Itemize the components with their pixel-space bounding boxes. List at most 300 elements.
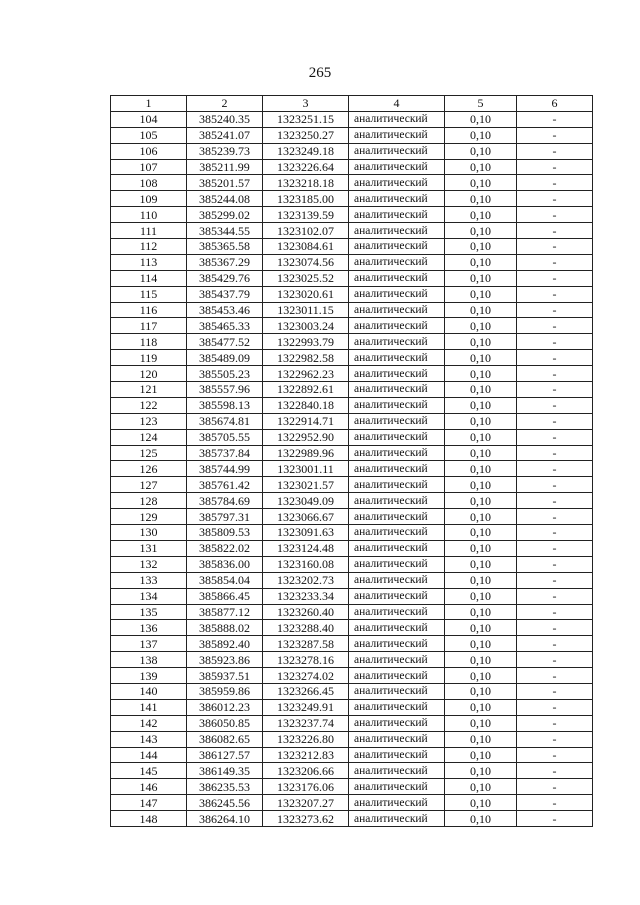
cell-point-number: 105 bbox=[111, 127, 187, 143]
column-header-2: 2 bbox=[187, 96, 263, 112]
cell-y-coordinate: 1323274.02 bbox=[263, 668, 349, 684]
cell-y-coordinate: 1323160.08 bbox=[263, 556, 349, 572]
cell-x-coordinate: 386082.65 bbox=[187, 731, 263, 747]
cell-method: аналитический bbox=[349, 318, 445, 334]
cell-point-number: 133 bbox=[111, 572, 187, 588]
cell-method: аналитический bbox=[349, 811, 445, 827]
cell-point-number: 122 bbox=[111, 397, 187, 413]
cell-note: - bbox=[517, 763, 593, 779]
cell-x-coordinate: 385367.29 bbox=[187, 254, 263, 270]
cell-point-number: 136 bbox=[111, 620, 187, 636]
cell-y-coordinate: 1323226.80 bbox=[263, 731, 349, 747]
cell-x-coordinate: 385365.58 bbox=[187, 239, 263, 255]
cell-x-coordinate: 385892.40 bbox=[187, 636, 263, 652]
cell-point-number: 106 bbox=[111, 143, 187, 159]
cell-y-coordinate: 1323207.27 bbox=[263, 795, 349, 811]
cell-y-coordinate: 1323185.00 bbox=[263, 191, 349, 207]
cell-y-coordinate: 1322962.23 bbox=[263, 366, 349, 382]
cell-point-number: 147 bbox=[111, 795, 187, 811]
cell-accuracy: 0,10 bbox=[445, 509, 517, 525]
cell-point-number: 107 bbox=[111, 159, 187, 175]
cell-point-number: 146 bbox=[111, 779, 187, 795]
cell-method: аналитический bbox=[349, 747, 445, 763]
cell-y-coordinate: 1323202.73 bbox=[263, 572, 349, 588]
table-row bbox=[111, 223, 593, 239]
cell-y-coordinate: 1323249.18 bbox=[263, 143, 349, 159]
cell-y-coordinate: 1323260.40 bbox=[263, 604, 349, 620]
cell-x-coordinate: 385429.76 bbox=[187, 270, 263, 286]
cell-method: аналитический bbox=[349, 731, 445, 747]
table-row bbox=[111, 731, 593, 747]
cell-x-coordinate: 386264.10 bbox=[187, 811, 263, 827]
table-row bbox=[111, 795, 593, 811]
cell-x-coordinate: 385557.96 bbox=[187, 382, 263, 398]
cell-x-coordinate: 386012.23 bbox=[187, 699, 263, 715]
cell-method: аналитический bbox=[349, 588, 445, 604]
cell-accuracy: 0,10 bbox=[445, 350, 517, 366]
cell-accuracy: 0,10 bbox=[445, 111, 517, 127]
cell-point-number: 115 bbox=[111, 286, 187, 302]
cell-method: аналитический bbox=[349, 207, 445, 223]
cell-y-coordinate: 1323020.61 bbox=[263, 286, 349, 302]
cell-y-coordinate: 1323266.45 bbox=[263, 683, 349, 699]
cell-point-number: 112 bbox=[111, 239, 187, 255]
cell-method: аналитический bbox=[349, 477, 445, 493]
cell-note: - bbox=[517, 683, 593, 699]
cell-x-coordinate: 385737.84 bbox=[187, 445, 263, 461]
cell-y-coordinate: 1323124.48 bbox=[263, 540, 349, 556]
cell-y-coordinate: 1322993.79 bbox=[263, 334, 349, 350]
cell-accuracy: 0,10 bbox=[445, 397, 517, 413]
cell-accuracy: 0,10 bbox=[445, 334, 517, 350]
cell-point-number: 143 bbox=[111, 731, 187, 747]
table-row bbox=[111, 620, 593, 636]
cell-accuracy: 0,10 bbox=[445, 636, 517, 652]
cell-note: - bbox=[517, 572, 593, 588]
table-row bbox=[111, 588, 593, 604]
cell-y-coordinate: 1323273.62 bbox=[263, 811, 349, 827]
cell-x-coordinate: 385239.73 bbox=[187, 143, 263, 159]
cell-note: - bbox=[517, 207, 593, 223]
table-row bbox=[111, 811, 593, 827]
cell-y-coordinate: 1323233.34 bbox=[263, 588, 349, 604]
cell-note: - bbox=[517, 159, 593, 175]
cell-accuracy: 0,10 bbox=[445, 461, 517, 477]
cell-x-coordinate: 385201.57 bbox=[187, 175, 263, 191]
cell-x-coordinate: 385344.55 bbox=[187, 223, 263, 239]
cell-note: - bbox=[517, 286, 593, 302]
cell-accuracy: 0,10 bbox=[445, 239, 517, 255]
cell-point-number: 145 bbox=[111, 763, 187, 779]
cell-point-number: 134 bbox=[111, 588, 187, 604]
cell-accuracy: 0,10 bbox=[445, 143, 517, 159]
cell-method: аналитический bbox=[349, 429, 445, 445]
cell-x-coordinate: 385797.31 bbox=[187, 509, 263, 525]
column-header-6: 6 bbox=[517, 96, 593, 112]
cell-accuracy: 0,10 bbox=[445, 652, 517, 668]
cell-note: - bbox=[517, 525, 593, 541]
cell-y-coordinate: 1323287.58 bbox=[263, 636, 349, 652]
table-row bbox=[111, 461, 593, 477]
table-row bbox=[111, 366, 593, 382]
cell-method: аналитический bbox=[349, 143, 445, 159]
cell-point-number: 104 bbox=[111, 111, 187, 127]
cell-x-coordinate: 385437.79 bbox=[187, 286, 263, 302]
cell-point-number: 125 bbox=[111, 445, 187, 461]
cell-note: - bbox=[517, 715, 593, 731]
cell-point-number: 132 bbox=[111, 556, 187, 572]
cell-accuracy: 0,10 bbox=[445, 747, 517, 763]
cell-accuracy: 0,10 bbox=[445, 763, 517, 779]
table-row bbox=[111, 302, 593, 318]
cell-point-number: 120 bbox=[111, 366, 187, 382]
cell-method: аналитический bbox=[349, 350, 445, 366]
cell-accuracy: 0,10 bbox=[445, 429, 517, 445]
table-row bbox=[111, 636, 593, 652]
cell-method: аналитический bbox=[349, 239, 445, 255]
cell-note: - bbox=[517, 588, 593, 604]
cell-x-coordinate: 385822.02 bbox=[187, 540, 263, 556]
cell-point-number: 148 bbox=[111, 811, 187, 827]
cell-note: - bbox=[517, 795, 593, 811]
cell-note: - bbox=[517, 556, 593, 572]
cell-note: - bbox=[517, 239, 593, 255]
cell-accuracy: 0,10 bbox=[445, 159, 517, 175]
cell-y-coordinate: 1323218.18 bbox=[263, 175, 349, 191]
table-row bbox=[111, 652, 593, 668]
cell-note: - bbox=[517, 636, 593, 652]
cell-y-coordinate: 1323251.15 bbox=[263, 111, 349, 127]
cell-note: - bbox=[517, 143, 593, 159]
cell-y-coordinate: 1323091.63 bbox=[263, 525, 349, 541]
cell-x-coordinate: 385923.86 bbox=[187, 652, 263, 668]
cell-x-coordinate: 385505.23 bbox=[187, 366, 263, 382]
table-row bbox=[111, 699, 593, 715]
cell-x-coordinate: 385784.69 bbox=[187, 493, 263, 509]
cell-method: аналитический bbox=[349, 127, 445, 143]
cell-accuracy: 0,10 bbox=[445, 556, 517, 572]
cell-method: аналитический bbox=[349, 763, 445, 779]
column-header-1: 1 bbox=[111, 96, 187, 112]
table-row bbox=[111, 175, 593, 191]
cell-method: аналитический bbox=[349, 540, 445, 556]
cell-method: аналитический bbox=[349, 525, 445, 541]
cell-y-coordinate: 1322989.96 bbox=[263, 445, 349, 461]
table-row bbox=[111, 445, 593, 461]
cell-y-coordinate: 1323102.07 bbox=[263, 223, 349, 239]
cell-method: аналитический bbox=[349, 509, 445, 525]
cell-point-number: 128 bbox=[111, 493, 187, 509]
cell-x-coordinate: 386235.53 bbox=[187, 779, 263, 795]
table-row bbox=[111, 159, 593, 175]
cell-note: - bbox=[517, 382, 593, 398]
cell-accuracy: 0,10 bbox=[445, 175, 517, 191]
cell-point-number: 124 bbox=[111, 429, 187, 445]
cell-y-coordinate: 1323066.67 bbox=[263, 509, 349, 525]
table-row bbox=[111, 111, 593, 127]
table-row bbox=[111, 270, 593, 286]
cell-y-coordinate: 1323084.61 bbox=[263, 239, 349, 255]
cell-x-coordinate: 385241.07 bbox=[187, 127, 263, 143]
cell-y-coordinate: 1323226.64 bbox=[263, 159, 349, 175]
cell-y-coordinate: 1322914.71 bbox=[263, 413, 349, 429]
cell-x-coordinate: 385211.99 bbox=[187, 159, 263, 175]
cell-accuracy: 0,10 bbox=[445, 366, 517, 382]
cell-accuracy: 0,10 bbox=[445, 540, 517, 556]
cell-y-coordinate: 1323021.57 bbox=[263, 477, 349, 493]
cell-x-coordinate: 385489.09 bbox=[187, 350, 263, 366]
cell-x-coordinate: 385598.13 bbox=[187, 397, 263, 413]
cell-note: - bbox=[517, 461, 593, 477]
cell-x-coordinate: 385809.53 bbox=[187, 525, 263, 541]
table-row bbox=[111, 604, 593, 620]
table-row bbox=[111, 318, 593, 334]
cell-point-number: 137 bbox=[111, 636, 187, 652]
column-header-5: 5 bbox=[445, 96, 517, 112]
cell-note: - bbox=[517, 254, 593, 270]
table-row bbox=[111, 191, 593, 207]
cell-point-number: 117 bbox=[111, 318, 187, 334]
cell-y-coordinate: 1323139.59 bbox=[263, 207, 349, 223]
cell-x-coordinate: 385705.55 bbox=[187, 429, 263, 445]
cell-note: - bbox=[517, 413, 593, 429]
cell-method: аналитический bbox=[349, 191, 445, 207]
table-row bbox=[111, 747, 593, 763]
cell-accuracy: 0,10 bbox=[445, 715, 517, 731]
cell-point-number: 139 bbox=[111, 668, 187, 684]
table-row bbox=[111, 668, 593, 684]
cell-point-number: 142 bbox=[111, 715, 187, 731]
cell-note: - bbox=[517, 127, 593, 143]
table-row bbox=[111, 540, 593, 556]
cell-x-coordinate: 385959.86 bbox=[187, 683, 263, 699]
cell-accuracy: 0,10 bbox=[445, 668, 517, 684]
table-row bbox=[111, 397, 593, 413]
cell-y-coordinate: 1322952.90 bbox=[263, 429, 349, 445]
cell-method: аналитический bbox=[349, 334, 445, 350]
cell-method: аналитический bbox=[349, 636, 445, 652]
cell-y-coordinate: 1323288.40 bbox=[263, 620, 349, 636]
cell-accuracy: 0,10 bbox=[445, 477, 517, 493]
table-row bbox=[111, 779, 593, 795]
cell-method: аналитический bbox=[349, 572, 445, 588]
cell-point-number: 131 bbox=[111, 540, 187, 556]
cell-y-coordinate: 1322892.61 bbox=[263, 382, 349, 398]
cell-note: - bbox=[517, 397, 593, 413]
cell-y-coordinate: 1322840.18 bbox=[263, 397, 349, 413]
cell-note: - bbox=[517, 731, 593, 747]
cell-point-number: 141 bbox=[111, 699, 187, 715]
cell-x-coordinate: 385477.52 bbox=[187, 334, 263, 350]
table-row bbox=[111, 254, 593, 270]
cell-point-number: 118 bbox=[111, 334, 187, 350]
cell-point-number: 126 bbox=[111, 461, 187, 477]
cell-y-coordinate: 1323212.83 bbox=[263, 747, 349, 763]
cell-x-coordinate: 385761.42 bbox=[187, 477, 263, 493]
cell-method: аналитический bbox=[349, 413, 445, 429]
table-row bbox=[111, 143, 593, 159]
cell-x-coordinate: 385836.00 bbox=[187, 556, 263, 572]
cell-y-coordinate: 1323250.27 bbox=[263, 127, 349, 143]
cell-accuracy: 0,10 bbox=[445, 191, 517, 207]
cell-accuracy: 0,10 bbox=[445, 588, 517, 604]
cell-x-coordinate: 385240.35 bbox=[187, 111, 263, 127]
table-row bbox=[111, 286, 593, 302]
cell-point-number: 113 bbox=[111, 254, 187, 270]
cell-accuracy: 0,10 bbox=[445, 302, 517, 318]
cell-method: аналитический bbox=[349, 556, 445, 572]
cell-x-coordinate: 385453.46 bbox=[187, 302, 263, 318]
cell-accuracy: 0,10 bbox=[445, 254, 517, 270]
cell-accuracy: 0,10 bbox=[445, 207, 517, 223]
cell-x-coordinate: 386127.57 bbox=[187, 747, 263, 763]
cell-x-coordinate: 386149.35 bbox=[187, 763, 263, 779]
cell-y-coordinate: 1323003.24 bbox=[263, 318, 349, 334]
cell-note: - bbox=[517, 334, 593, 350]
cell-y-coordinate: 1323206.66 bbox=[263, 763, 349, 779]
cell-method: аналитический bbox=[349, 223, 445, 239]
page-number: 265 bbox=[308, 65, 332, 81]
cell-accuracy: 0,10 bbox=[445, 413, 517, 429]
cell-y-coordinate: 1322982.58 bbox=[263, 350, 349, 366]
table-row bbox=[111, 334, 593, 350]
cell-method: аналитический bbox=[349, 397, 445, 413]
cell-note: - bbox=[517, 493, 593, 509]
cell-x-coordinate: 386050.85 bbox=[187, 715, 263, 731]
cell-point-number: 110 bbox=[111, 207, 187, 223]
cell-method: аналитический bbox=[349, 604, 445, 620]
table-row bbox=[111, 477, 593, 493]
cell-point-number: 109 bbox=[111, 191, 187, 207]
cell-point-number: 108 bbox=[111, 175, 187, 191]
cell-method: аналитический bbox=[349, 699, 445, 715]
cell-accuracy: 0,10 bbox=[445, 795, 517, 811]
cell-point-number: 135 bbox=[111, 604, 187, 620]
column-header-4: 4 bbox=[349, 96, 445, 112]
cell-accuracy: 0,10 bbox=[445, 731, 517, 747]
cell-note: - bbox=[517, 540, 593, 556]
table-row bbox=[111, 556, 593, 572]
cell-method: аналитический bbox=[349, 668, 445, 684]
cell-accuracy: 0,10 bbox=[445, 127, 517, 143]
cell-method: аналитический bbox=[349, 175, 445, 191]
table-row bbox=[111, 683, 593, 699]
cell-method: аналитический bbox=[349, 382, 445, 398]
cell-x-coordinate: 385866.45 bbox=[187, 588, 263, 604]
cell-point-number: 140 bbox=[111, 683, 187, 699]
table-row bbox=[111, 715, 593, 731]
cell-point-number: 119 bbox=[111, 350, 187, 366]
cell-method: аналитический bbox=[349, 795, 445, 811]
cell-x-coordinate: 385244.08 bbox=[187, 191, 263, 207]
cell-accuracy: 0,10 bbox=[445, 286, 517, 302]
cell-x-coordinate: 385937.51 bbox=[187, 668, 263, 684]
cell-x-coordinate: 385299.02 bbox=[187, 207, 263, 223]
cell-method: аналитический bbox=[349, 159, 445, 175]
cell-method: аналитический bbox=[349, 683, 445, 699]
table-row bbox=[111, 382, 593, 398]
cell-note: - bbox=[517, 270, 593, 286]
cell-point-number: 114 bbox=[111, 270, 187, 286]
cell-accuracy: 0,10 bbox=[445, 382, 517, 398]
table-header bbox=[111, 96, 593, 112]
cell-note: - bbox=[517, 604, 593, 620]
cell-method: аналитический bbox=[349, 270, 445, 286]
table-body bbox=[111, 111, 593, 826]
cell-accuracy: 0,10 bbox=[445, 811, 517, 827]
cell-method: аналитический bbox=[349, 779, 445, 795]
cell-note: - bbox=[517, 175, 593, 191]
cell-point-number: 144 bbox=[111, 747, 187, 763]
cell-note: - bbox=[517, 318, 593, 334]
cell-note: - bbox=[517, 429, 593, 445]
cell-note: - bbox=[517, 668, 593, 684]
table-row bbox=[111, 207, 593, 223]
table-row bbox=[111, 413, 593, 429]
cell-y-coordinate: 1323001.11 bbox=[263, 461, 349, 477]
cell-method: аналитический bbox=[349, 445, 445, 461]
cell-accuracy: 0,10 bbox=[445, 683, 517, 699]
cell-method: аналитический bbox=[349, 111, 445, 127]
cell-note: - bbox=[517, 620, 593, 636]
cell-method: аналитический bbox=[349, 461, 445, 477]
cell-note: - bbox=[517, 366, 593, 382]
cell-accuracy: 0,10 bbox=[445, 270, 517, 286]
cell-y-coordinate: 1323278.16 bbox=[263, 652, 349, 668]
cell-point-number: 129 bbox=[111, 509, 187, 525]
cell-method: аналитический bbox=[349, 493, 445, 509]
cell-note: - bbox=[517, 779, 593, 795]
cell-accuracy: 0,10 bbox=[445, 779, 517, 795]
cell-y-coordinate: 1323237.74 bbox=[263, 715, 349, 731]
cell-method: аналитический bbox=[349, 366, 445, 382]
cell-note: - bbox=[517, 652, 593, 668]
cell-note: - bbox=[517, 223, 593, 239]
cell-note: - bbox=[517, 747, 593, 763]
cell-note: - bbox=[517, 111, 593, 127]
cell-method: аналитический bbox=[349, 620, 445, 636]
cell-note: - bbox=[517, 509, 593, 525]
cell-x-coordinate: 386245.56 bbox=[187, 795, 263, 811]
cell-note: - bbox=[517, 699, 593, 715]
cell-point-number: 127 bbox=[111, 477, 187, 493]
table-row bbox=[111, 429, 593, 445]
cell-x-coordinate: 385744.99 bbox=[187, 461, 263, 477]
cell-note: - bbox=[517, 445, 593, 461]
cell-x-coordinate: 385674.81 bbox=[187, 413, 263, 429]
cell-point-number: 111 bbox=[111, 223, 187, 239]
cell-accuracy: 0,10 bbox=[445, 604, 517, 620]
table-row bbox=[111, 493, 593, 509]
cell-note: - bbox=[517, 191, 593, 207]
cell-accuracy: 0,10 bbox=[445, 620, 517, 636]
table-row bbox=[111, 509, 593, 525]
cell-method: аналитический bbox=[349, 286, 445, 302]
cell-method: аналитический bbox=[349, 254, 445, 270]
cell-method: аналитический bbox=[349, 652, 445, 668]
cell-y-coordinate: 1323049.09 bbox=[263, 493, 349, 509]
table-row bbox=[111, 127, 593, 143]
header-row bbox=[111, 96, 593, 112]
table-row bbox=[111, 350, 593, 366]
table-row bbox=[111, 525, 593, 541]
cell-y-coordinate: 1323249.91 bbox=[263, 699, 349, 715]
cell-point-number: 121 bbox=[111, 382, 187, 398]
table-row bbox=[111, 572, 593, 588]
cell-x-coordinate: 385888.02 bbox=[187, 620, 263, 636]
cell-x-coordinate: 385854.04 bbox=[187, 572, 263, 588]
cell-method: аналитический bbox=[349, 715, 445, 731]
